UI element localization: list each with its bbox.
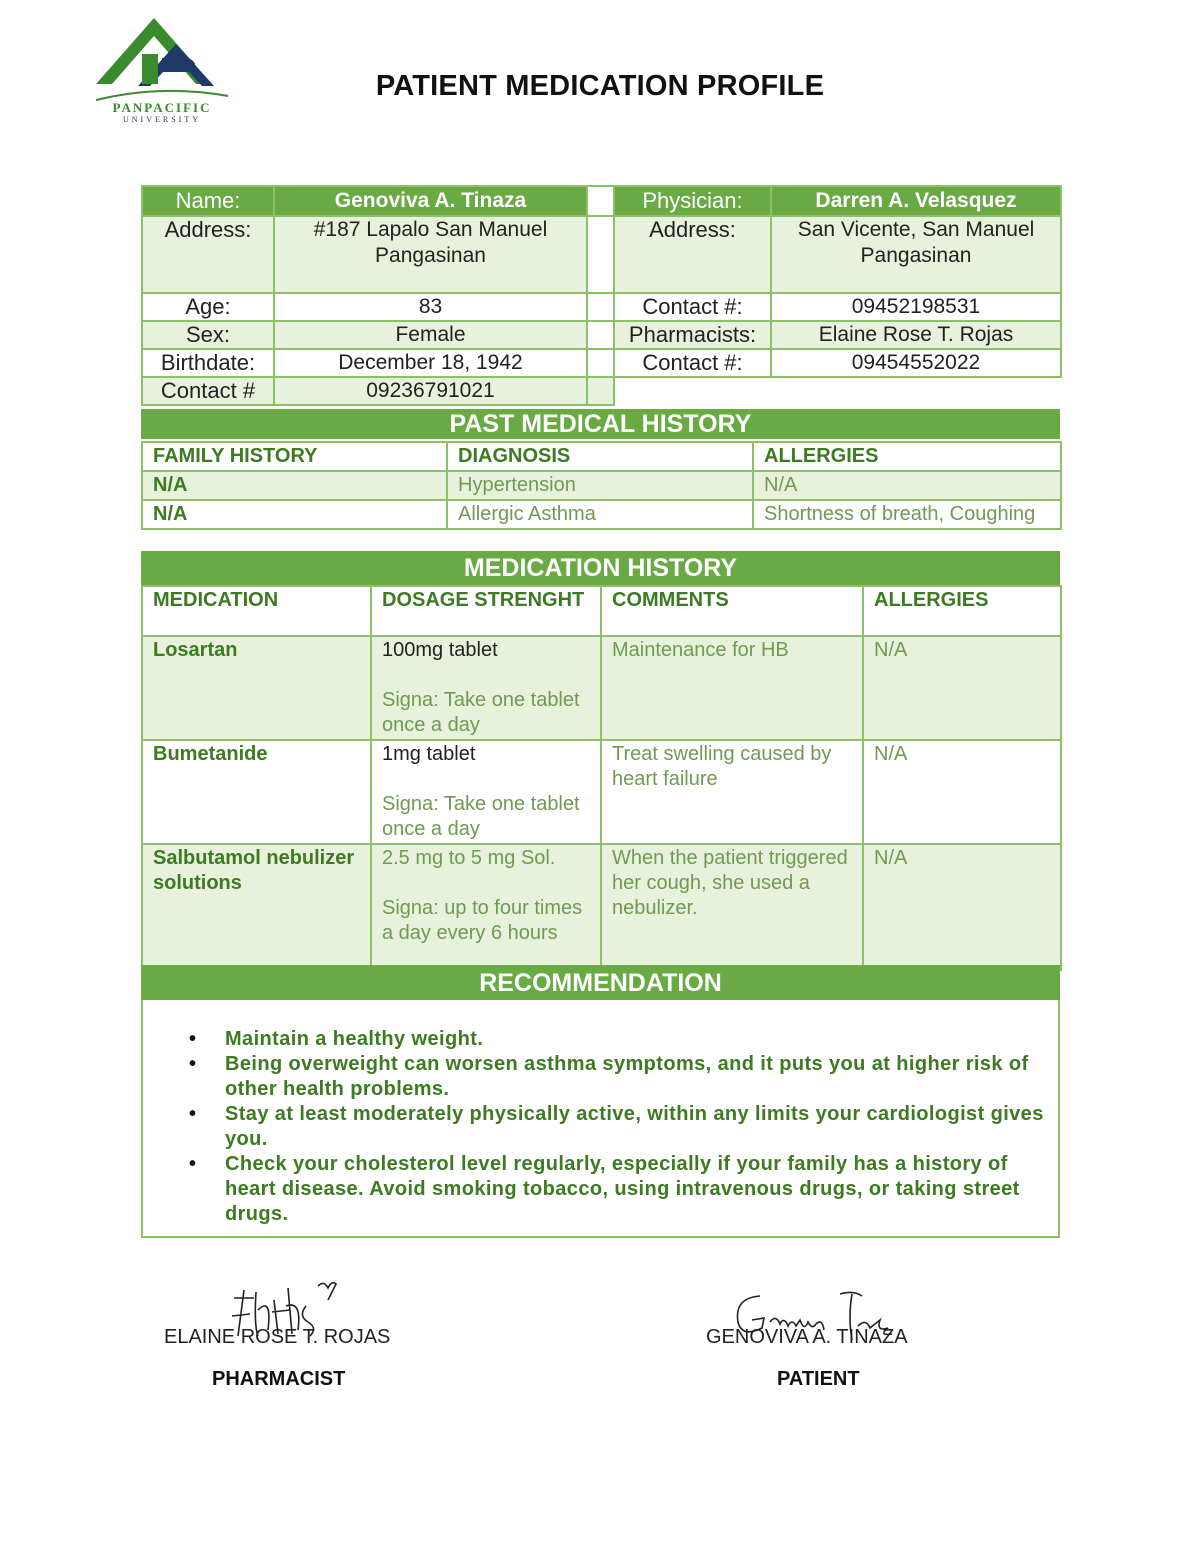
pmh-allergies-2: Shortness of breath, Coughing	[753, 500, 1061, 529]
recommendation-title: RECOMMENDATION	[141, 965, 1060, 1000]
pmh-family-1: N/A	[142, 471, 447, 500]
physician-label: Physician:	[614, 186, 771, 216]
med-allergies-3: N/A	[863, 844, 1061, 970]
physician-contact-label: Contact #:	[614, 293, 771, 321]
table-row	[142, 844, 1061, 970]
medication-history-table	[141, 585, 1062, 971]
med-allergies-2: N/A	[863, 740, 1061, 844]
pmh-allergies-1: N/A	[753, 471, 1061, 500]
patient-address-label: Address:	[142, 216, 274, 293]
pharmacist-contact-label: Contact #:	[614, 349, 771, 377]
patient-address: #187 Lapalo San Manuel Pangasinan	[274, 216, 587, 293]
list-item: • Maintain a healthy weight.	[225, 1027, 1058, 1052]
past-medical-history-title: PAST MEDICAL HISTORY	[141, 409, 1060, 439]
med-dose-3: 2.5 mg to 5 mg Sol. Signa: up to four times a day every 6 hours	[371, 844, 601, 970]
pmh-family-2: N/A	[142, 500, 447, 529]
patient-contact-label: Contact #	[142, 377, 274, 405]
med-name-3: Salbutamol nebulizer solutions	[142, 844, 371, 970]
patient-info-table	[141, 185, 1062, 406]
physician-contact: 09452198531	[771, 293, 1061, 321]
pharmacist-role: PHARMACIST	[212, 1368, 346, 1390]
patient-age: 83	[274, 293, 587, 321]
med-header-medication: MEDICATION	[142, 586, 371, 636]
med-header-comments: COMMENTS	[601, 586, 863, 636]
patient-name-signature: GENOVIVA A. TINAZA	[706, 1326, 908, 1348]
birthdate-label: Birthdate:	[142, 349, 274, 377]
name-label: Name:	[142, 186, 274, 216]
patient-birthdate: December 18, 1942	[274, 349, 587, 377]
pharmacist-name: Elaine Rose T. Rojas	[771, 321, 1061, 349]
table-row	[142, 740, 1061, 844]
table-row	[142, 636, 1061, 740]
list-item: • Check your cholesterol level regularly, especially if your family has a history of heart disease. Avoid smoking tobacco, using intravenous drugs, or taking street drugs.	[225, 1152, 1058, 1227]
patient-name: Genoviva A. Tinaza	[274, 186, 587, 216]
sex-label: Sex:	[142, 321, 274, 349]
med-dose-1: 100mg tablet Signa: Take one tablet once a day	[371, 636, 601, 740]
med-name-2: Bumetanide	[142, 740, 371, 844]
med-header-dosage: DOSAGE STRENGHT	[371, 586, 601, 636]
pharmacist-label: Pharmacists:	[614, 321, 771, 349]
pmh-diagnosis-1: Hypertension	[447, 471, 753, 500]
recommendation-list	[143, 1000, 1058, 1227]
med-dose-2: 1mg tablet Signa: Take one tablet once a day	[371, 740, 601, 844]
med-comments-2: Treat swelling caused by heart failure	[601, 740, 863, 844]
med-header-allergies: ALLERGIES	[863, 586, 1061, 636]
physician-address-label: Address:	[614, 216, 771, 293]
pmh-header-family: FAMILY HISTORY	[142, 442, 447, 471]
pharmacist-contact: 09454552022	[771, 349, 1061, 377]
medication-history-title: MEDICATION HISTORY	[141, 551, 1060, 585]
recommendation-box	[141, 1000, 1060, 1238]
past-medical-history-table	[141, 441, 1062, 530]
patient-role: PATIENT	[777, 1368, 860, 1390]
med-comments-1: Maintenance for HB	[601, 636, 863, 740]
list-item: • Being overweight can worsen asthma symptoms, and it puts you at higher risk of other health problems.	[225, 1052, 1058, 1102]
pmh-header-allergies: ALLERGIES	[753, 442, 1061, 471]
med-comments-3: When the patient triggered her cough, she used a nebulizer.	[601, 844, 863, 970]
list-item: • Stay at least moderately physically active, within any limits your cardiologist gives you.	[225, 1102, 1058, 1152]
pmh-header-diagnosis: DIAGNOSIS	[447, 442, 753, 471]
physician-address: San Vicente, San Manuel Pangasinan	[771, 216, 1061, 293]
age-label: Age:	[142, 293, 274, 321]
physician-name: Darren A. Velasquez	[771, 186, 1061, 216]
med-name-1: Losartan	[142, 636, 371, 740]
patient-contact: 09236791021	[274, 377, 587, 405]
pmh-diagnosis-2: Allergic Asthma	[447, 500, 753, 529]
med-allergies-1: N/A	[863, 636, 1061, 740]
logo-text-1: PANPACIFIC	[112, 100, 212, 115]
logo-text-2: UNIVERSITY	[123, 115, 201, 124]
page-title: PATIENT MEDICATION PROFILE	[375, 70, 825, 102]
patient-sex: Female	[274, 321, 587, 349]
pharmacist-name-signature: ELAINE ROSE T. ROJAS	[164, 1326, 391, 1348]
